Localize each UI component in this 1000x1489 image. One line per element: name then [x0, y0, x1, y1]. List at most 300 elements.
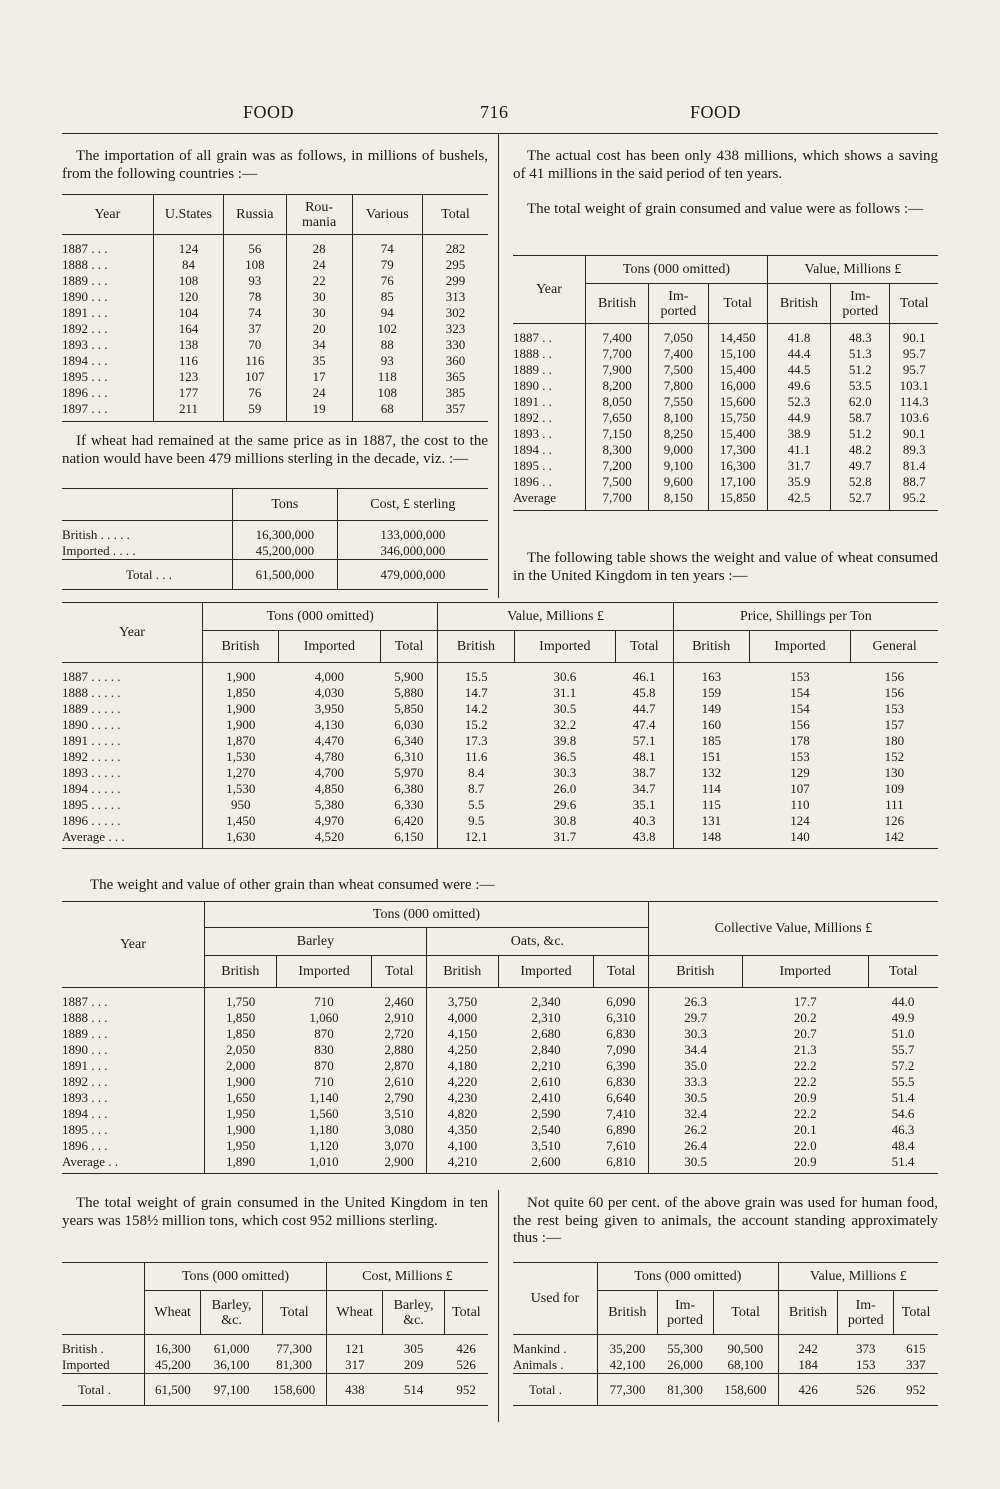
table-cell: 48.2 [831, 442, 890, 458]
table-cell: 242 [778, 1335, 838, 1358]
column-header: Imported [749, 631, 851, 663]
table-cell: 21.3 [793, 1042, 817, 1057]
table-cell: 4,820 [426, 1106, 498, 1122]
table-row [62, 765, 938, 781]
row-label: 1887 . . . [62, 994, 108, 1009]
table-cell: 118 [352, 369, 422, 385]
table-cell: 9.5 [438, 813, 514, 829]
table-cell: 8,100 [649, 410, 708, 426]
table-cell: 30.3 [553, 765, 577, 780]
row-label: 1893 . . . [62, 1090, 108, 1105]
table-cell: 9,000 [649, 442, 708, 458]
table-cell: 12.1 [438, 829, 514, 849]
table-cell: 3,950 [314, 701, 344, 716]
table-cell: 46.1 [632, 669, 656, 684]
row-label: 1890 . . . . . [62, 717, 121, 732]
column-header: Im- ported [649, 284, 708, 324]
table-cell: 8.7 [438, 781, 514, 797]
table-cell: 426 [778, 1374, 838, 1406]
column-header: British [203, 631, 279, 663]
table-cell: 385 [422, 385, 488, 401]
table-cell: 5,970 [394, 765, 424, 780]
table-cell: 35 [286, 353, 352, 369]
header-rule [62, 133, 938, 134]
column-header: Imported [498, 956, 594, 988]
table-grain-usage [513, 1262, 938, 1406]
table-row [62, 289, 488, 305]
table-wheat-cost [62, 488, 488, 590]
table-cell: 78 [224, 289, 286, 305]
table-row [62, 235, 488, 258]
table-cell: 51.3 [831, 346, 890, 362]
table-cell: 95.2 [890, 490, 938, 511]
row-label: 1887 . . [513, 330, 552, 345]
table-grain-importation [62, 194, 488, 422]
table-row [62, 797, 938, 813]
table-cell: 129 [790, 765, 810, 780]
table-group-row [62, 603, 938, 631]
table-cell: 15,100 [708, 346, 767, 362]
column-divider-top [498, 134, 499, 598]
column-group-header: Tons (000 omitted) [586, 256, 768, 284]
table-cell: 68,100 [727, 1357, 764, 1372]
column-header: Wheat [327, 1291, 383, 1335]
column-group-header: Tons (000 omitted) [598, 1263, 779, 1291]
table-cell: 77,300 [598, 1374, 658, 1406]
table-cell: 6,420 [394, 813, 424, 828]
table-row [62, 1122, 938, 1138]
table-cell: 48.4 [891, 1138, 915, 1153]
column-header: Total [890, 284, 938, 324]
table-cell: 102 [352, 321, 422, 337]
table-cell: 211 [153, 401, 223, 422]
table-row [513, 1357, 938, 1374]
table-cell: 17,100 [708, 474, 767, 490]
table-cell: 6,150 [380, 829, 438, 849]
table-cell: 3,750 [426, 988, 498, 1011]
table-cell: 6,810 [594, 1154, 648, 1174]
column-group-header: Price, Shillings per Ton [673, 603, 938, 631]
table-cell: 17 [286, 369, 352, 385]
column-header: U.States [153, 195, 223, 235]
table-cell: 6,830 [606, 1026, 636, 1041]
table-cell: 159 [673, 685, 749, 701]
table-other-grain-grid [62, 901, 938, 1174]
table-cell: 514 [383, 1374, 444, 1406]
table-cell: 4,350 [426, 1122, 498, 1138]
table-cell: 15.2 [438, 717, 514, 733]
table-cell: 14.7 [438, 685, 514, 701]
table-cell: 151 [673, 749, 749, 765]
table-cell: 41.8 [767, 324, 830, 347]
paragraph-wheat-price: If wheat had remained at the same price as in 1887, the cost to the nation would have been 479 millions sterling in the decade, viz. :— [62, 433, 488, 467]
table-cell: 41.1 [767, 442, 830, 458]
table-cell: 44.5 [767, 362, 830, 378]
table-cell: 109 [884, 781, 905, 796]
table-cell: 57.2 [891, 1058, 915, 1073]
column-header: Year [62, 902, 205, 988]
column-group-header: Tons (000 omitted) [205, 902, 649, 928]
table-row [62, 749, 938, 765]
table-cell: 4,970 [314, 813, 344, 828]
table-cell: 28 [286, 235, 352, 258]
table-grain-importation-grid [62, 194, 488, 422]
table-cell: 61,000 [213, 1341, 250, 1356]
table-cell: 15,400 [708, 426, 767, 442]
column-header: British [586, 284, 649, 324]
table-cell: 1,560 [309, 1106, 339, 1121]
table-cell: 61,500 [145, 1374, 201, 1406]
table-cell: 89.3 [890, 442, 938, 458]
table-row [62, 401, 488, 422]
table-cell: 365 [422, 369, 488, 385]
table-cell: 90,500 [727, 1341, 764, 1356]
table-cell: 108 [153, 273, 223, 289]
row-label: Average . . . [62, 829, 203, 849]
table-wheat-consumed [62, 602, 938, 849]
table-cell: 2,540 [531, 1122, 561, 1137]
table-cell: 2,460 [384, 994, 414, 1009]
table-cell: 6,890 [606, 1122, 636, 1137]
table-cell: 76 [352, 273, 422, 289]
table-cell: 51.0 [891, 1026, 915, 1041]
table-cell: 49.6 [767, 378, 830, 394]
table-cell: 30 [286, 305, 352, 321]
row-label: 1888 . . . . . [62, 685, 121, 700]
table-cell: 14,450 [708, 324, 767, 347]
table-cell: 132 [673, 765, 749, 781]
table-header-row [62, 489, 488, 521]
table-cell: 38.9 [767, 426, 830, 442]
table-cell: 55,300 [667, 1341, 703, 1356]
table-cell: 5.5 [438, 797, 514, 813]
row-label: 1895 . . . [62, 369, 108, 384]
table-row [62, 1138, 938, 1154]
row-label: 1888 . . . [62, 1010, 108, 1025]
row-label: 1892 . . . [62, 1074, 108, 1089]
table-cell: 15.5 [438, 663, 514, 686]
table-cell: 45.8 [632, 685, 656, 700]
table-cell: 7,410 [606, 1106, 636, 1121]
table-cell: 1,900 [203, 663, 279, 686]
table-cell: 8,150 [649, 490, 708, 511]
table-row [62, 1042, 938, 1058]
table-cell: 153 [855, 1357, 876, 1372]
row-label: 1894 . . . [62, 1106, 108, 1121]
column-group-header: Value, Millions £ [438, 603, 673, 631]
table-cell: 93 [224, 273, 286, 289]
column-header: Various [352, 195, 422, 235]
table-cell: 37 [224, 321, 286, 337]
table-cell: 2,720 [384, 1026, 414, 1041]
table-cell: 31.7 [514, 829, 616, 849]
table-cell: 26.0 [553, 781, 577, 796]
table-cell: 2,680 [531, 1026, 561, 1041]
table-cell: 157 [884, 717, 905, 732]
table-cell: 39.8 [553, 733, 577, 748]
table-cell: 35.1 [632, 797, 656, 812]
column-group-header: Value, Millions £ [767, 256, 938, 284]
table-cell: 2,610 [384, 1074, 414, 1089]
table-cell: 103.6 [890, 410, 938, 426]
table-cell: 97,100 [201, 1374, 262, 1406]
table-cell: 710 [314, 1074, 334, 1089]
table-cell: 1,900 [205, 1074, 277, 1090]
table-cell: 95.7 [890, 362, 938, 378]
table-total-grain-cost [62, 1262, 488, 1406]
table-cell: 2,050 [205, 1042, 277, 1058]
table-cell: 1,060 [309, 1010, 339, 1025]
table-cell: 156 [884, 685, 905, 700]
table-cell: 4,150 [426, 1026, 498, 1042]
row-label: 1892 . . . [62, 321, 108, 336]
table-cell: 88.7 [890, 474, 938, 490]
table-cell: 74 [352, 235, 422, 258]
row-label: 1895 . . . . . [62, 797, 121, 812]
table-cell: 59 [224, 401, 286, 422]
table-cell: 526 [838, 1374, 894, 1406]
table-group-row [62, 902, 938, 928]
table-row [513, 324, 938, 347]
table-cell: 317 [327, 1357, 383, 1374]
table-cell: 7,090 [606, 1042, 636, 1057]
table-cell: 15,750 [708, 410, 767, 426]
table-row [62, 273, 488, 289]
table-cell: 3,510 [384, 1106, 414, 1121]
row-label: 1895 . . [513, 458, 552, 473]
table-cell: 29.7 [648, 1010, 742, 1026]
table-cell: 42,100 [598, 1357, 658, 1374]
table-cell: 153 [790, 669, 810, 684]
row-label: 1888 . . . [62, 257, 108, 272]
table-row [62, 717, 938, 733]
table-row [513, 458, 938, 474]
table-cell: 81.4 [890, 458, 938, 474]
table-header-row [62, 195, 488, 235]
table-cell: 124 [790, 813, 810, 828]
table-cell: 2,910 [384, 1010, 414, 1025]
running-head-left: FOOD [243, 102, 295, 122]
table-cell: 360 [422, 353, 488, 369]
table-group-row [62, 1263, 488, 1291]
table-cell: 6,340 [394, 733, 424, 748]
table-cell: 95.7 [890, 346, 938, 362]
table-cell: 152 [884, 749, 905, 764]
table-total-grain-cost-grid [62, 1262, 488, 1406]
table-cell: 337 [906, 1357, 926, 1372]
column-header: Total [616, 631, 673, 663]
table-cell: 7,500 [586, 474, 649, 490]
table-cell: 1,900 [203, 717, 279, 733]
table-cell: 7,700 [586, 346, 649, 362]
row-label: Total . . . [62, 560, 233, 590]
table-cell: 79 [352, 257, 422, 273]
row-label: 1896 . . . [62, 385, 108, 400]
table-cell: 6,640 [606, 1090, 636, 1105]
column-header: Used for [513, 1263, 598, 1335]
row-label: 1894 . . . . . [62, 781, 121, 796]
table-cell: 34.4 [648, 1042, 742, 1058]
table-cell: 2,870 [384, 1058, 414, 1073]
table-cell: 46.3 [891, 1122, 915, 1137]
table-row [513, 394, 938, 410]
table-cell: 19 [286, 401, 352, 422]
row-label: 1889 . . . [62, 273, 108, 288]
table-cell: 4,210 [426, 1154, 498, 1174]
table-cell: 952 [444, 1374, 488, 1406]
table-cell: 120 [153, 289, 223, 305]
table-cell: 33.3 [648, 1074, 742, 1090]
row-label: 1891 . . . [62, 1058, 108, 1073]
column-header: British [426, 956, 498, 988]
table-cell: 160 [673, 717, 749, 733]
table-cell: 32.4 [648, 1106, 742, 1122]
table-cell: 373 [855, 1341, 876, 1356]
table-cell: 2,590 [531, 1106, 561, 1121]
column-header: Imported [742, 956, 868, 988]
row-label: 1892 . . [513, 410, 552, 425]
row-label: 1893 . . . . . [62, 765, 121, 780]
table-cell: 4,230 [426, 1090, 498, 1106]
row-label: 1889 . . . . . [62, 701, 121, 716]
table-cell: 104 [153, 305, 223, 321]
row-label: British . . . . . [62, 527, 130, 542]
table-cell: 1,850 [205, 1026, 277, 1042]
table-cell: 1,850 [203, 685, 279, 701]
table-row [513, 1335, 938, 1358]
column-header: Total [894, 1291, 938, 1335]
table-cell: 108 [224, 257, 286, 273]
column-header: Cost, £ sterling [337, 489, 488, 521]
table-group-row [513, 256, 938, 284]
table-cell: 68 [352, 401, 422, 422]
table-row [62, 543, 488, 560]
table-cell: 7,500 [649, 362, 708, 378]
column-header [62, 1263, 145, 1335]
table-cell: 7,650 [586, 410, 649, 426]
table-cell: 22 [286, 273, 352, 289]
table-cell: 36.5 [553, 749, 577, 764]
table-cell: 5,380 [314, 797, 344, 812]
table-row [62, 1154, 938, 1174]
table-cell: 2,410 [531, 1090, 561, 1105]
row-label: Imported [62, 1357, 110, 1372]
table-cell: 4,520 [279, 829, 381, 849]
column-header: British [673, 631, 749, 663]
table-cell: 116 [224, 353, 286, 369]
table-cell: 22.2 [793, 1058, 817, 1073]
table-cell: 107 [224, 369, 286, 385]
table-cell: 88 [352, 337, 422, 353]
table-cell: 830 [314, 1042, 334, 1057]
table-cell: 34.7 [632, 781, 656, 796]
table-cell: 26.3 [648, 988, 742, 1011]
table-cell: 22.0 [793, 1138, 817, 1153]
paragraph-grain-usage: Not quite 60 per cent. of the above grain was used for human food, the rest being given to animals, the account standing approximately thus :— [513, 1195, 938, 1246]
table-cell: 164 [153, 321, 223, 337]
table-cell: 4,130 [314, 717, 344, 732]
table-cell: 295 [422, 257, 488, 273]
table-cell: 282 [422, 235, 488, 258]
table-cell: 185 [673, 733, 749, 749]
table-cell: 43.8 [616, 829, 673, 849]
table-cell: 52.7 [831, 490, 890, 511]
table-cell: 1,850 [205, 1010, 277, 1026]
table-cell: 5,900 [394, 669, 424, 684]
table-cell: 57.1 [632, 733, 656, 748]
column-group-header: Barley [205, 928, 427, 956]
table-cell: 114 [673, 781, 749, 797]
table-wheat-consumed-grid [62, 602, 938, 849]
table-cell: 22.2 [793, 1106, 817, 1121]
table-cell: 20.2 [793, 1010, 817, 1025]
table-cell: 11.6 [438, 749, 514, 765]
table-cell: 4,700 [314, 765, 344, 780]
row-label: 1895 . . . [62, 1122, 108, 1137]
column-header: Year [62, 195, 153, 235]
column-header: Total [868, 956, 938, 988]
table-cell: 48.3 [831, 324, 890, 347]
table-grain-weight-value [513, 255, 938, 511]
table-row [513, 490, 938, 511]
table-cell: 7,550 [649, 394, 708, 410]
table-cell: 44.4 [767, 346, 830, 362]
column-header: British [648, 956, 742, 988]
row-label: Total . [513, 1374, 598, 1406]
table-cell: 30.5 [648, 1090, 742, 1106]
table-cell: 2,340 [531, 994, 561, 1009]
column-header: Barley, &c. [201, 1291, 262, 1335]
table-row [62, 1357, 488, 1374]
table-cell: 9,100 [649, 458, 708, 474]
table-cell: 81,300 [657, 1374, 713, 1406]
row-label: 1887 . . . . . [62, 669, 121, 684]
column-header: Total [594, 956, 648, 988]
table-cell: 6,380 [394, 781, 424, 796]
table-group-row [513, 1263, 938, 1291]
column-header: British [767, 284, 830, 324]
table-cell: 30.3 [648, 1026, 742, 1042]
table-row [513, 378, 938, 394]
table-row [513, 442, 938, 458]
column-header: British [205, 956, 277, 988]
table-cell: 81,300 [276, 1357, 313, 1372]
paragraph-total-weight: The total weight of grain consumed and value were as follows :— [527, 201, 924, 217]
table-cell: 20.1 [793, 1122, 817, 1137]
table-cell: 2,880 [384, 1042, 414, 1057]
paragraph-other-grain: The weight and value of other grain than wheat consumed were :— [90, 877, 495, 893]
table-row [62, 385, 488, 401]
table-cell: 30.5 [648, 1154, 742, 1174]
table-cell: 16,300 [145, 1335, 201, 1358]
table-cell: 30.6 [553, 669, 577, 684]
table-cell: 142 [851, 829, 938, 849]
table-cell: 24 [286, 385, 352, 401]
table-cell: 4,180 [426, 1058, 498, 1074]
table-cell: 7,700 [586, 490, 649, 511]
table-cell: 8,200 [586, 378, 649, 394]
column-header: Total [708, 284, 767, 324]
table-cell: 149 [673, 701, 749, 717]
table-row [62, 353, 488, 369]
table-cell: 51.2 [831, 362, 890, 378]
table-row [62, 521, 488, 544]
table-cell: 156 [884, 669, 905, 684]
column-header: Im- ported [657, 1291, 713, 1335]
table-cell: 26.4 [648, 1138, 742, 1154]
table-cell: 116 [153, 353, 223, 369]
table-cell: 61,500,000 [233, 560, 338, 590]
